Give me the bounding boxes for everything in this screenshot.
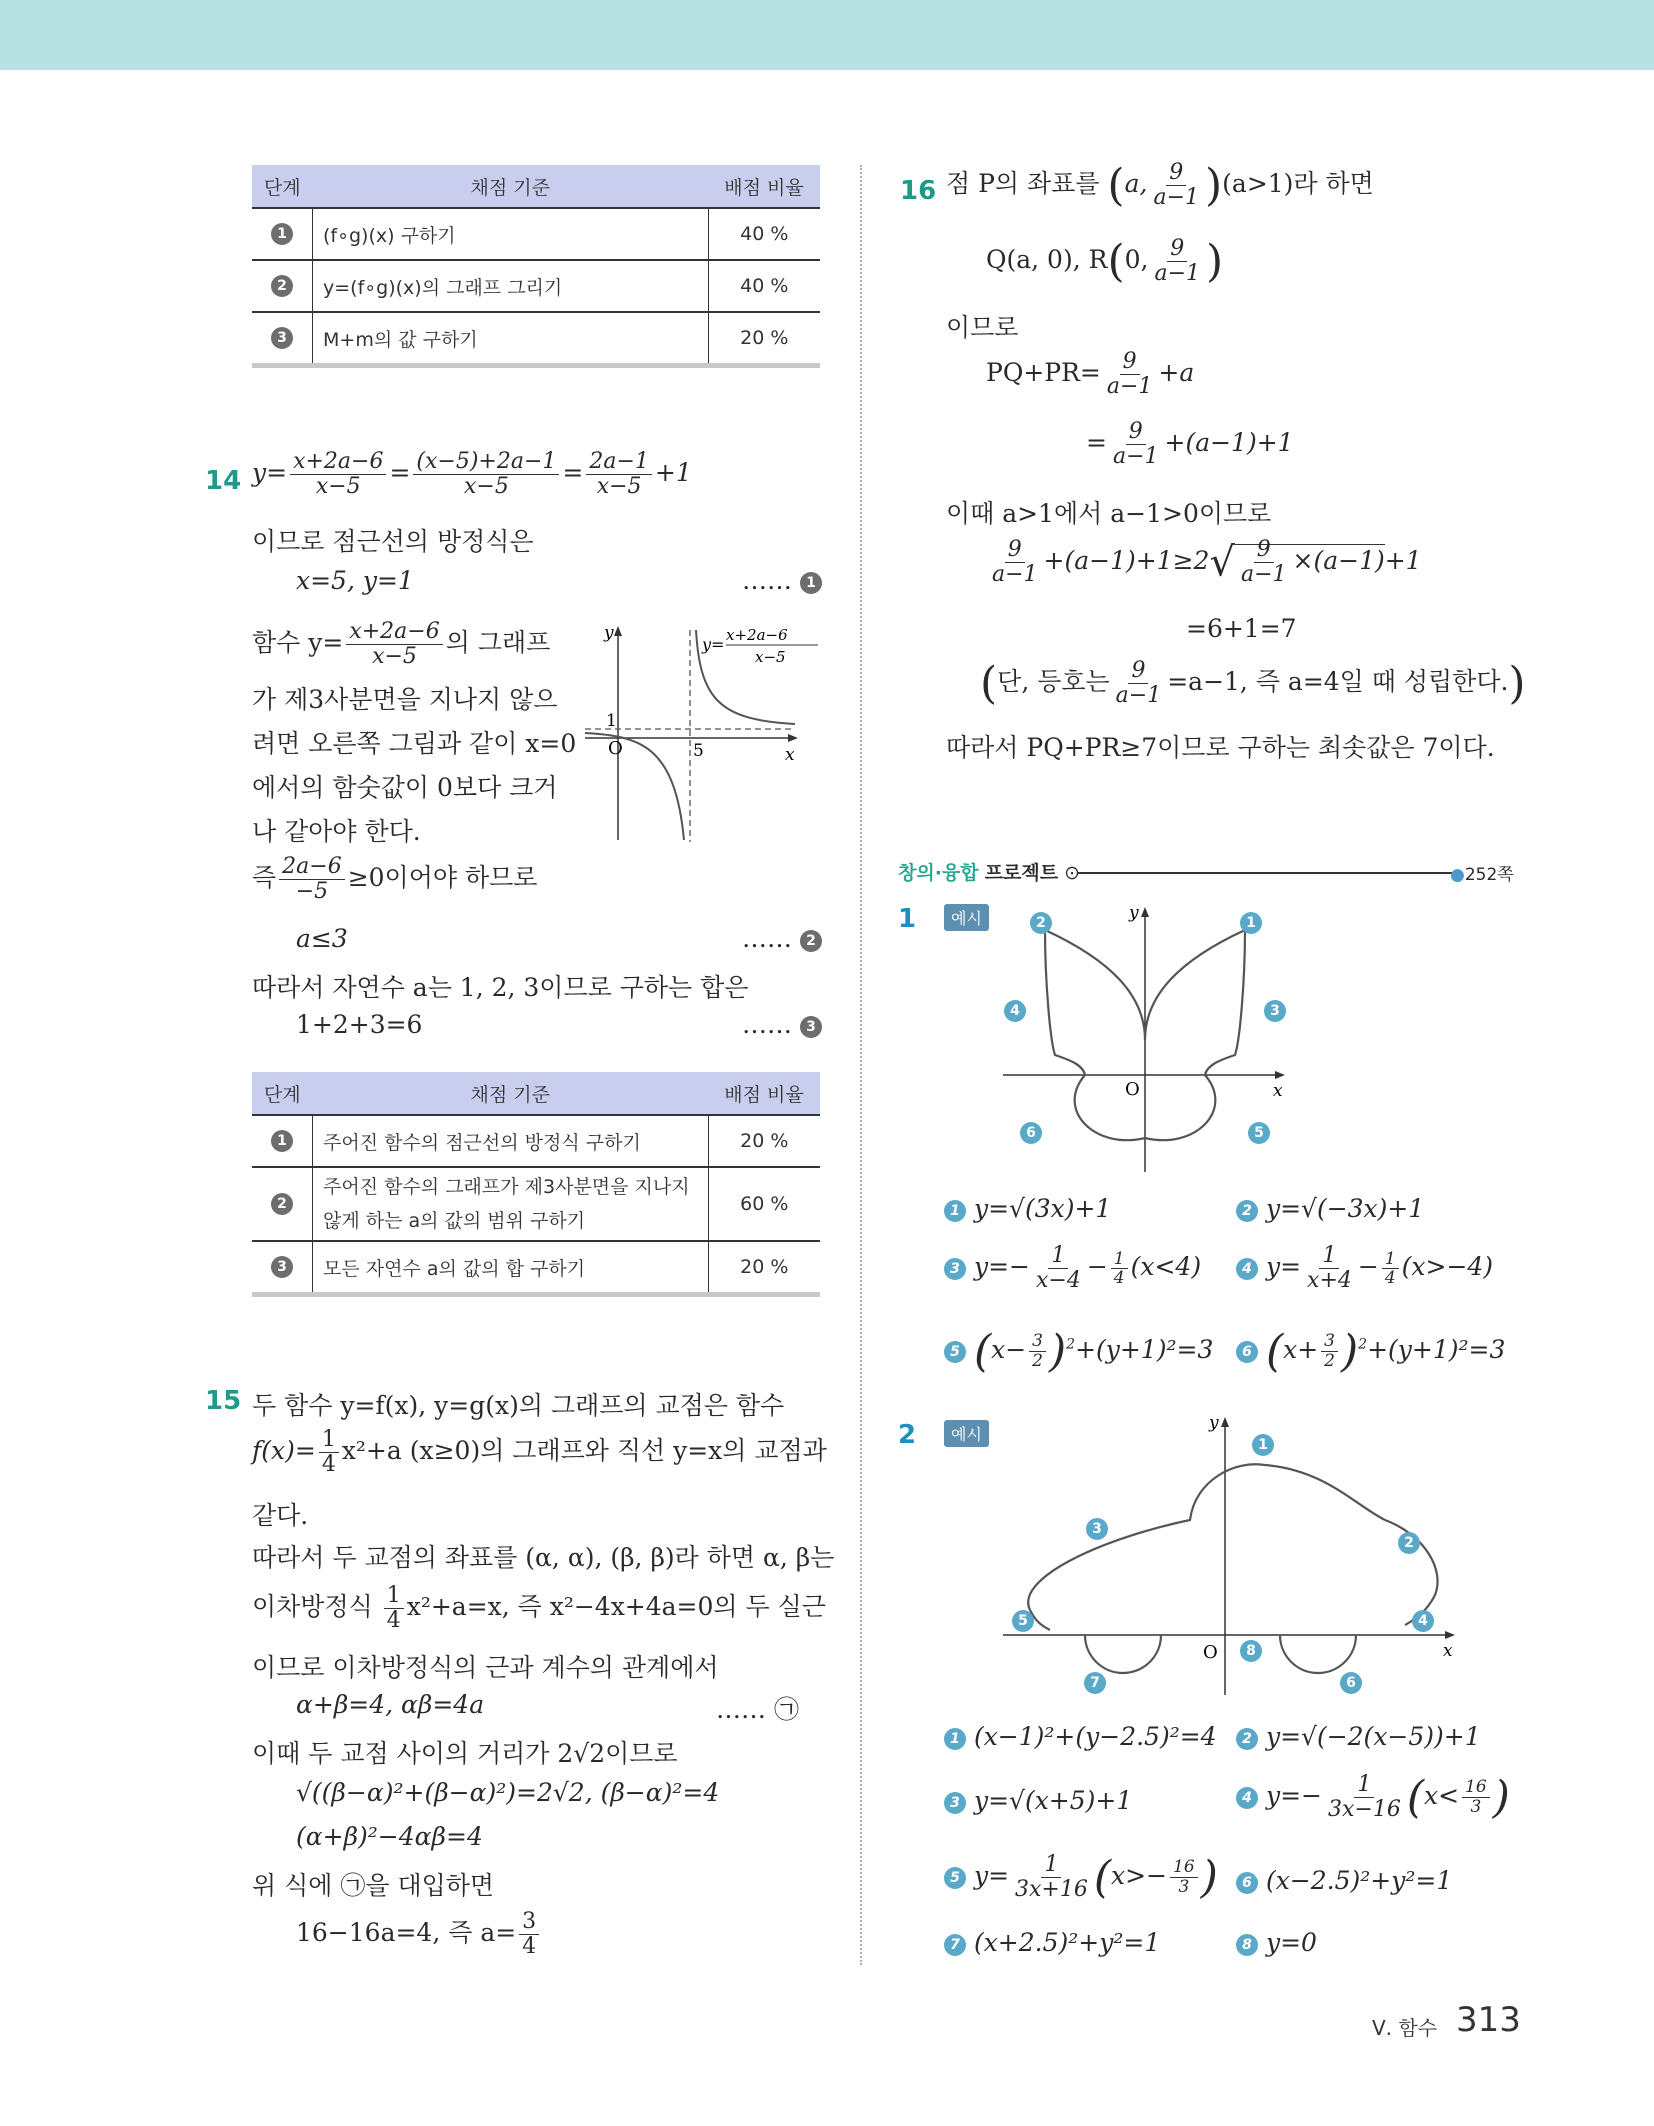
- criterion-cell: (f∘g)(x) 구하기: [313, 208, 709, 260]
- svg-text:O: O: [1203, 1642, 1218, 1663]
- butterfly-eq-4: 4 y= $\frac{1}{x+4}$ − $\frac{1}{4}$ (x>−4): [1236, 1244, 1493, 1293]
- q15-line: 따라서 두 교점의 좌표를 (α, α), (β, β)라 하면 α, β는: [252, 1543, 835, 1572]
- step-marker: …… 2: [742, 924, 822, 953]
- table-row: [252, 208, 820, 260]
- q14-line: 에서의 함숫값이 0보다 크거: [252, 773, 558, 802]
- q14-line: 려면 오른쪽 그림과 같이 x=0: [252, 729, 577, 758]
- step-badge: 1: [271, 223, 293, 245]
- svg-text:x: x: [1273, 1081, 1283, 1101]
- column-divider: [860, 165, 862, 1965]
- q15-line: √((β−α)²+(β−α)²)=2√2, (β−α)²=4: [296, 1778, 720, 1807]
- q14-line: 가 제3사분면을 지나지 않으: [252, 685, 558, 714]
- svg-text:x: x: [1443, 1641, 1453, 1661]
- q14-equation: y= $\frac{x+2a-6}{x-5}$ = $\frac{(x-5)+2a-1}{x-5}$ = $\frac{2a-1}{x-5}$ +1: [252, 449, 692, 500]
- marker-6: 6: [1340, 1672, 1362, 1694]
- svg-text:O: O: [608, 738, 623, 759]
- svg-text:1: 1: [606, 711, 617, 731]
- q15-line: 이때 두 교점 사이의 거리가 2√2이므로: [252, 1739, 678, 1768]
- car-eq-8: 8 y=0: [1236, 1928, 1317, 1957]
- q14-line: 따라서 자연수 a는 1, 2, 3이므로 구하는 합은: [252, 973, 749, 1002]
- step-badge: 2: [271, 1193, 293, 1215]
- scoring-table-2: [252, 1072, 820, 1297]
- marker-1: 1: [1252, 1434, 1274, 1456]
- q15-line: α+β=4, αβ=4a: [296, 1690, 485, 1719]
- q14-graph: [580, 620, 820, 845]
- criterion-cell: y=(f∘g)(x)의 그래프 그리기: [313, 260, 709, 312]
- ratio-cell: 20 %: [708, 1241, 820, 1295]
- ratio-cell: 40 %: [708, 208, 820, 260]
- marker-2: 2: [1398, 1532, 1420, 1554]
- svg-text:5: 5: [693, 741, 704, 761]
- project-header: 창의·융합 프로젝트 ⊙: [898, 862, 1081, 884]
- example-tag: 예시: [944, 1420, 989, 1447]
- svg-text:y=: y=: [702, 635, 725, 654]
- q14-line: a≤3: [296, 924, 348, 953]
- q15-line: 16−16a=4, 즉 a= $\frac{3}{4}$: [296, 1910, 542, 1959]
- table-header-ratio: 배점 비율: [708, 1072, 820, 1115]
- q16-line: PQ+PR= $\frac{9}{a-1}$ +a: [986, 349, 1195, 400]
- marker-6: 6: [1020, 1122, 1042, 1144]
- ratio-cell: 20 %: [708, 312, 820, 366]
- q16-line: 점 P의 좌표를 (a, $\frac{9}{a-1}$ )(a>1)라 하면: [946, 159, 1374, 211]
- step-marker: …… 1: [742, 566, 822, 595]
- q14-line: 나 같아야 한다.: [252, 817, 421, 846]
- car-eq-5: 5 y= $\frac{1}{3x+16}$ (x>− $\frac{16}{3}$ ): [944, 1852, 1218, 1903]
- car-eq-7: 7 (x+2.5)²+y²=1: [944, 1928, 1160, 1957]
- marker-3: 3: [1086, 1518, 1108, 1540]
- marker-4: 4: [1412, 1610, 1434, 1632]
- marker-5: 5: [1012, 1610, 1034, 1632]
- chapter-label: Ⅴ. 함수: [1372, 2016, 1438, 2040]
- q16-line: Q(a, 0), R(0, $\frac{9}{a-1}$ ): [986, 235, 1224, 287]
- butterfly-eq-2: 2 y=√(−3x)+1: [1236, 1194, 1424, 1223]
- q16-line: =6+1=7: [1186, 614, 1297, 643]
- q15-line: 두 함수 y=f(x), y=g(x)의 그래프의 교점은 함수: [252, 1391, 785, 1420]
- table-row: [252, 260, 820, 312]
- q15-line: f(x)= $\frac{1}{4}$ x²+a (x≥0)의 그래프와 직선 y=x의 교점과: [252, 1427, 827, 1478]
- car-eq-4: 4 y=− $\frac{1}{3x-16}$ (x< $\frac{16}{3}$ ): [1236, 1772, 1510, 1823]
- marker-4: 4: [1004, 1000, 1026, 1022]
- q15-line: 이므로 이차방정식의 근과 계수의 관계에서: [252, 1653, 719, 1682]
- car-eq-6: 6 (x−2.5)²+y²=1: [1236, 1866, 1452, 1895]
- question-number-15: 15: [205, 1386, 242, 1416]
- question-number-14: 14: [205, 466, 242, 496]
- svg-text:y: y: [604, 623, 614, 643]
- q14-line: 이므로 점근선의 방정식은: [252, 527, 534, 556]
- car-eq-2: 2 y=√(−2(x−5))+1: [1236, 1722, 1481, 1751]
- example-tag: 예시: [944, 904, 989, 931]
- q14-line: 1+2+3=6: [296, 1010, 423, 1039]
- svg-text:x−5: x−5: [755, 648, 786, 666]
- car-graph: [995, 1410, 1465, 1700]
- q14-asymptotes: x=5, y=1: [296, 566, 414, 595]
- marker-8: 8: [1240, 1640, 1262, 1662]
- q16-line: $\frac{9}{a-1}$ +(a−1)+1≥2√ $\frac{9}{a-1}$ ×(a−1)+1: [992, 537, 1422, 588]
- table-row: [252, 1241, 820, 1295]
- q14-line: 함수 y= $\frac{x+2a-6}{x-5}$ 의 그래프: [252, 619, 551, 670]
- butterfly-eq-5: 5 (x− $\frac{3}{2}$ )$^2$+(y+1)²=3: [944, 1326, 1213, 1377]
- butterfly-eq-1: 1 y=√(3x)+1: [944, 1194, 1111, 1223]
- table-header-ratio: 배점 비율: [708, 165, 820, 208]
- table-row: [252, 1115, 820, 1167]
- marker-2: 2: [1030, 912, 1052, 934]
- svg-text:y: y: [1129, 903, 1139, 923]
- q16-line: 이때 a>1에서 a−1>0이므로: [946, 499, 1272, 528]
- q15-line: 이차방정식 $\frac{1}{4}$ x²+a=x, 즉 x²−4x+4a=0의 두 실근: [252, 1583, 826, 1634]
- question-number-16: 16: [900, 176, 937, 206]
- svg-text:O: O: [1125, 1079, 1140, 1100]
- car-eq-3: 3 y=√(x+5)+1: [944, 1786, 1132, 1815]
- project-page-ref: ●252쪽: [1450, 865, 1514, 885]
- marker-1: 1: [1240, 912, 1262, 934]
- q15-line: 위 식에 ㉠을 대입하면: [252, 1871, 495, 1900]
- butterfly-eq-3: 3 y=− $\frac{1}{x-4}$ − $\frac{1}{4}$ (x<4): [944, 1244, 1201, 1293]
- ratio-cell: 20 %: [708, 1115, 820, 1167]
- butterfly-eq-6: 6 (x+ $\frac{3}{2}$ )$^2$+(y+1)²=3: [1236, 1326, 1505, 1377]
- scoring-table-1: [252, 165, 820, 368]
- marker-3: 3: [1264, 1000, 1286, 1022]
- table-header-criterion: 채점 기준: [313, 165, 709, 208]
- table-header-criterion: 채점 기준: [313, 1072, 709, 1115]
- top-color-band: [0, 0, 1654, 70]
- svg-text:y: y: [1209, 1413, 1219, 1433]
- project-header-line: [1078, 872, 1458, 874]
- q14-line: 즉 $\frac{2a-6}{-5}$ ≥0이어야 하므로: [252, 854, 538, 905]
- step-badge: 2: [271, 275, 293, 297]
- q16-line: 따라서 PQ+PR≥7이므로 구하는 최솟값은 7이다.: [946, 733, 1495, 762]
- marker-5: 5: [1248, 1122, 1270, 1144]
- criterion-cell: 모든 자연수 a의 값의 합 구하기: [313, 1241, 709, 1295]
- project-number-2: 2: [898, 1420, 917, 1450]
- ratio-cell: 60 %: [708, 1167, 820, 1241]
- q16-line: = $\frac{9}{a-1}$ +(a−1)+1: [1086, 419, 1294, 470]
- project-number-1: 1: [898, 904, 917, 934]
- ratio-cell: 40 %: [708, 260, 820, 312]
- step-badge: 3: [271, 327, 293, 349]
- step-marker: …… 3: [742, 1010, 822, 1039]
- table-header-step: 단계: [252, 165, 313, 208]
- q15-line: 같다.: [252, 1501, 309, 1530]
- criterion-cell: 주어진 함수의 점근선의 방정식 구하기: [313, 1115, 709, 1167]
- criterion-cell: M+m의 값 구하기: [313, 312, 709, 366]
- table-header-step: 단계: [252, 1072, 313, 1115]
- step-badge: 1: [271, 1130, 293, 1152]
- q15-line: (α+β)²−4αβ=4: [296, 1822, 483, 1851]
- criterion-cell-cont: 않게 하는 a의 값의 범위 구하기: [323, 1210, 586, 1232]
- equation-tag: …… ㉠: [716, 1695, 799, 1724]
- q16-line: 이므로: [946, 313, 1019, 342]
- criterion-cell: 주어진 함수의 그래프가 제3사분면을 지나지: [323, 1176, 690, 1198]
- table-row: [252, 1167, 820, 1241]
- marker-7: 7: [1084, 1672, 1106, 1694]
- q16-line: (단, 등호는 $\frac{9}{a-1}$ =a−1, 즉 a=4일 때 성립한다.): [980, 657, 1526, 709]
- car-eq-1: 1 (x−1)²+(y−2.5)²=4: [944, 1722, 1217, 1751]
- table-row: [252, 312, 820, 366]
- step-badge: 3: [271, 1256, 293, 1278]
- svg-text:x: x: [785, 745, 795, 765]
- svg-text:x+2a−6: x+2a−6: [726, 626, 788, 644]
- page-number: 313: [1456, 2000, 1521, 2040]
